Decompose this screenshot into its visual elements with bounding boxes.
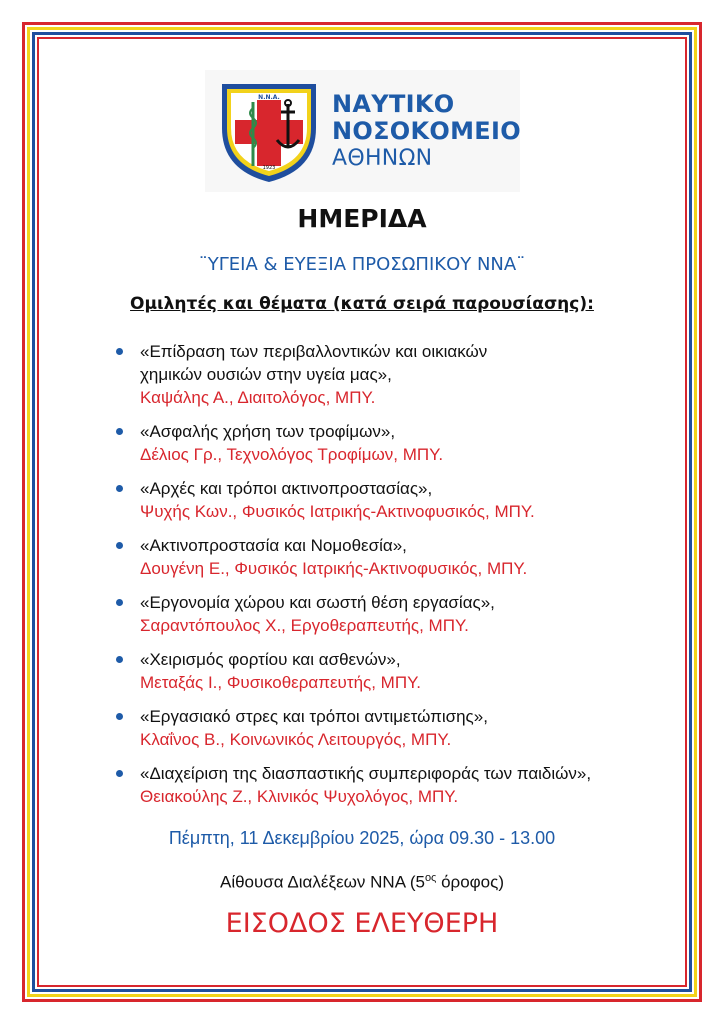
talk-item bbox=[112, 591, 672, 648]
speakers-heading-text: Ομιλητές και θέματα (κατά σειρά παρουσίασης): bbox=[130, 294, 594, 314]
event-date-time: Πέμπτη, 11 Δεκεμβρίου 2025, ώρα 09.30 - 13.00 bbox=[168, 828, 556, 848]
hospital-logo bbox=[205, 70, 520, 192]
talk-item bbox=[112, 477, 672, 534]
talk-item bbox=[112, 340, 672, 420]
bullet-icon bbox=[116, 428, 123, 435]
logo-line-3: ΑΘΗΝΩΝ bbox=[332, 146, 433, 171]
talk-item bbox=[112, 534, 672, 591]
talk-item bbox=[112, 762, 672, 819]
talk-speaker: Μεταξάς Ι., Φυσικοθεραπευτής, ΜΠΥ. bbox=[140, 673, 421, 692]
talk-topic: «Χειρισμός φορτίου και ασθενών», bbox=[140, 650, 401, 669]
bullet-icon bbox=[116, 713, 123, 720]
talk-item bbox=[112, 648, 672, 705]
logo-line-1: ΝΑΥΤΙΚΟ bbox=[332, 90, 455, 118]
talk-speaker: Δουγένη Ε., Φυσικός Ιατρικής-Ακτινοφυσικός, ΜΠΥ. bbox=[140, 559, 528, 578]
event-venue bbox=[0, 872, 724, 893]
venue-text: Αίθουσα Διαλέξεων ΝΝΑ (5 bbox=[219, 872, 425, 892]
speakers-heading bbox=[0, 294, 724, 314]
talk-topic: «Διαχείριση της διασπαστικής συμπεριφοράς των παιδιών», bbox=[140, 764, 592, 783]
bullet-icon bbox=[116, 485, 123, 492]
talk-topic: «Ακτινοπροστασία και Νομοθεσία», bbox=[140, 536, 407, 555]
talk-topic: «Εργονομία χώρου και σωστή θέση εργασίας», bbox=[140, 593, 495, 612]
talk-topic: «Αρχές και τρόποι ακτινοπροστασίας», bbox=[140, 479, 433, 498]
talk-topic: «Επίδραση των περιβαλλοντικών και οικιακών χημικών ουσιών στην υγεία μας», bbox=[140, 342, 488, 384]
crest-label: N.N.A. bbox=[258, 94, 280, 101]
talk-speaker: Θειακούλης Ζ., Κλινικός Ψυχολόγος, ΜΠΥ. bbox=[140, 787, 459, 806]
bullet-icon bbox=[116, 770, 123, 777]
event-subtitle: ¨ΥΓΕΙΑ & ΕΥΕΞΙΑ ΠΡΟΣΩΠΙΚΟΥ ΝΝΑ¨ bbox=[198, 254, 526, 275]
event-title: ΗΜΕΡΙΔΑ bbox=[297, 204, 427, 233]
bullet-icon bbox=[116, 599, 123, 606]
talk-speaker: Σαραντόπουλος Χ., Εργοθεραπευτής, ΜΠΥ. bbox=[140, 616, 469, 635]
talks-list bbox=[112, 340, 672, 819]
crest-year: 1923 bbox=[262, 165, 276, 171]
free-entry-notice: ΕΙΣΟΔΟΣ ΕΛΕΥΘΕΡΗ bbox=[225, 908, 499, 939]
bullet-icon bbox=[116, 542, 123, 549]
talk-speaker: Καψάλης Α., Διαιτολόγος, ΜΠΥ. bbox=[140, 388, 376, 407]
venue-text-end: όροφος) bbox=[436, 872, 504, 892]
venue-floor-superscript: ος bbox=[424, 872, 437, 884]
talk-speaker: Κλαΐνος Β., Κοινωνικός Λειτουργός, ΜΠΥ. bbox=[140, 730, 452, 749]
logo-wordmark bbox=[332, 91, 521, 172]
talk-topic: «Εργασιακό στρες και τρόποι αντιμετώπισης», bbox=[140, 707, 488, 726]
talk-topic: «Ασφαλής χρήση των τροφίμων», bbox=[140, 422, 396, 441]
talk-speaker: Ψυχής Κων., Φυσικός Ιατρικής-Ακτινοφυσικός, ΜΠΥ. bbox=[140, 502, 535, 521]
logo-line-2: ΝΟΣΟΚΟΜΕΙΟ bbox=[332, 117, 521, 145]
talk-speaker: Δέλιος Γρ., Τεχνολόγος Τροφίμων, ΜΠΥ. bbox=[140, 445, 444, 464]
bullet-icon bbox=[116, 656, 123, 663]
naval-hospital-crest-icon bbox=[218, 78, 320, 186]
talk-item bbox=[112, 420, 672, 477]
talk-item bbox=[112, 705, 672, 762]
bullet-icon bbox=[116, 348, 123, 355]
